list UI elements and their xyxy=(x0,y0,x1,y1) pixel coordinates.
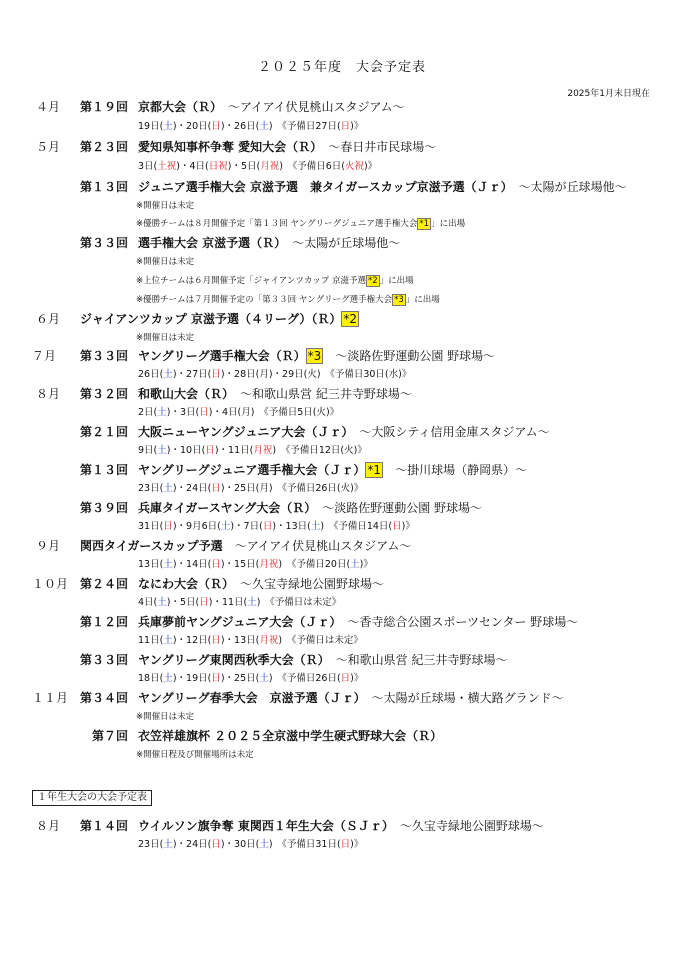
event-name: ヤングリーグジュニア選手権大会（Ｊｒ） *1 ～掛川球場（静岡県）～ xyxy=(138,463,528,477)
month-label: ８月 xyxy=(36,387,61,401)
event-number: 第３２回 xyxy=(80,387,129,401)
month-label: １０月 xyxy=(32,577,69,591)
event-number: 第３９回 xyxy=(80,501,129,515)
reference-mark: *2 xyxy=(343,312,357,326)
event-dates: 4日(土)・5日(日)・11日(土) 《予備日は未定》 xyxy=(138,597,342,608)
reference-mark: *3 xyxy=(307,349,322,363)
reference-mark: *1 xyxy=(419,219,430,229)
event-number: 第３３回 xyxy=(80,653,129,667)
event-number: 第１４回 xyxy=(80,819,129,833)
event-dates: 13日(土)・14日(日)・15日(月祝) 《予備日20日(土)》 xyxy=(138,559,373,570)
event-note: ※開催日程及び開催場所は未定 xyxy=(136,750,254,760)
event-note: ※開催日は未定 xyxy=(136,201,195,211)
event-venue: ～太陽が丘球場・横大路グランド～ xyxy=(371,691,564,705)
event-name: 大阪ニューヤングジュニア大会（Ｊｒ） ～大阪シティ信用金庫スタジアム～ xyxy=(138,425,550,439)
event-number: 第７回 xyxy=(92,729,129,743)
event-note: ※開催日は未定 xyxy=(136,257,195,267)
event-number: 第１２回 xyxy=(80,615,129,629)
month-label: ５月 xyxy=(36,140,61,154)
event-number: 第２４回 xyxy=(80,577,129,591)
reference-mark: *2 xyxy=(367,276,378,286)
reference-mark: *1 xyxy=(367,463,382,477)
event-note: ※上位チームは６月開催予定「ジャイアンツカップ 京滋予選 *2 」に出場 xyxy=(136,276,414,286)
event-dates: 18日(土)・19日(日)・25日(土) 《予備日26日(日)》 xyxy=(138,673,364,684)
event-name: ヤングリーグ東関西秋季大会（Ｒ） ～和歌山県営 紀三井寺野球場～ xyxy=(138,653,508,667)
section-heading-first-year: １年生大会の大会予定表 xyxy=(32,790,152,806)
event-venue: ～太陽が丘球場他～ xyxy=(292,236,401,250)
page-title: ２０２５年度 大会予定表 xyxy=(257,60,426,75)
event-number: 第１９回 xyxy=(80,100,129,114)
month-label: ７月 xyxy=(32,349,57,363)
as-of-date: 2025年1月末日現在 xyxy=(567,89,650,99)
month-label: ６月 xyxy=(36,312,61,326)
event-number: 第３３回 xyxy=(80,236,129,250)
event-note: ※開催日は未定 xyxy=(136,712,195,722)
event-number: 第１３回 xyxy=(80,180,129,194)
event-note: ※開催日は未定 xyxy=(136,333,195,343)
event-number: 第２３回 xyxy=(80,140,129,154)
event-note: ※優勝チームは７月開催予定の「第３３回 ヤングリーグ選手権大会 *3 」に出場 xyxy=(136,295,440,305)
event-name: 和歌山大会（Ｒ） ～和歌山県営 紀三井寺野球場～ xyxy=(138,387,412,401)
event-number: 第２１回 xyxy=(80,425,129,439)
reference-mark: *3 xyxy=(394,295,404,305)
event-name: ジュニア選手権大会 京滋予選 兼タイガースカップ京滋予選（Ｊｒ） ～太陽が丘球場他～ xyxy=(138,180,627,194)
event-venue: ～アイアイ伏見桃山スタジアム～ xyxy=(228,100,405,114)
event-name: ヤングリーグ春季大会 京滋予選（Ｊｒ） ～太陽が丘球場・横大路グランド～ xyxy=(138,691,564,705)
event-dates: 9日(土)・10日(日)・11日(月祝) 《予備日12日(火)》 xyxy=(138,445,367,456)
event-name: 関西タイガースカップ予選 ～アイアイ伏見桃山スタジアム～ xyxy=(80,539,412,553)
event-name: ウイルソン旗争奪 東関西１年生大会（ＳＪｒ） ～久宝寺緑地公園野球場～ xyxy=(138,819,544,833)
event-dates: 23日(土)・24日(日)・30日(土) 《予備日31日(日)》 xyxy=(138,839,364,850)
event-venue: ～太陽が丘球場他～ xyxy=(518,180,627,194)
event-venue: ～和歌山県営 紀三井寺野球場～ xyxy=(240,387,412,401)
event-name: 京都大会（Ｒ） ～アイアイ伏見桃山スタジアム～ xyxy=(138,100,405,114)
month-label: ８月 xyxy=(36,819,61,833)
event-dates: 26日(土)・27日(日)・28日(月)・29日(火) 《予備日30日(水)》 xyxy=(138,369,412,380)
event-number: 第３３回 xyxy=(80,349,129,363)
event-number: 第３４回 xyxy=(80,691,129,705)
event-name: ジャイアンツカップ 京滋予選（４リーグ）（Ｒ） *2 xyxy=(80,312,357,326)
event-name: なにわ大会（Ｒ） ～久宝寺緑地公園野球場～ xyxy=(138,577,385,591)
event-name: 愛知県知事杯争奪 愛知大会（Ｒ） ～春日井市民球場～ xyxy=(138,140,437,154)
month-label: ４月 xyxy=(36,100,61,114)
event-note: ※優勝チームは８月開催予定「第１３回 ヤングリーグジュニア選手権大会 *1 」に出場 xyxy=(136,219,466,229)
event-dates: 23日(土)・24日(日)・25日(月) 《予備日26日(火)》 xyxy=(138,483,364,494)
event-name: ヤングリーグ選手権大会（Ｒ） *3 ～淡路佐野運動公園 野球場～ xyxy=(138,349,496,363)
event-venue: ～掛川球場（静岡県）～ xyxy=(395,463,528,477)
event-number: 第１３回 xyxy=(80,463,129,477)
month-label: １１月 xyxy=(32,691,69,705)
event-dates: 31日(日)・9月6日(土)・7日(日)・13日(土) 《予備日14日(日)》 xyxy=(138,521,415,532)
event-venue: ～久宝寺緑地公園野球場～ xyxy=(240,577,385,591)
event-name: 衣笠祥雄旗杯 ２０２５全京滋中学生硬式野球大会（Ｒ） xyxy=(138,729,443,743)
event-venue: ～大阪シティ信用金庫スタジアム～ xyxy=(359,425,550,439)
event-name: 兵庫夢前ヤングジュニア大会（Ｊｒ） ～香寺総合公園スポーツセンター 野球場～ xyxy=(138,615,579,629)
month-label: ９月 xyxy=(36,539,61,553)
event-dates: 19日(土)・20日(日)・26日(土) 《予備日27日(日)》 xyxy=(138,121,364,132)
event-name: 兵庫タイガースヤング大会（Ｒ） ～淡路佐野運動公園 野球場～ xyxy=(138,501,483,515)
event-venue: ～和歌山県営 紀三井寺野球場～ xyxy=(335,653,508,667)
event-venue: ～淡路佐野運動公園 野球場～ xyxy=(335,349,496,363)
event-venue: ～久宝寺緑地公園野球場～ xyxy=(399,819,544,833)
event-dates: 3日(土祝)・4日(日祝)・5日(月祝) 《予備日6日(火祝)》 xyxy=(138,161,378,172)
event-venue: ～春日井市民球場～ xyxy=(328,140,437,154)
event-venue: ～淡路佐野運動公園 野球場～ xyxy=(322,501,483,515)
event-venue: ～香寺総合公園スポーツセンター 野球場～ xyxy=(347,615,579,629)
event-dates: 11日(土)・12日(日)・13日(月祝) 《予備日は未定》 xyxy=(138,635,363,646)
event-dates: 2日(土)・3日(日)・4日(月) 《予備日5日(火)》 xyxy=(138,407,340,418)
event-name: 選手権大会 京滋予選（Ｒ） ～太陽が丘球場他～ xyxy=(138,236,401,250)
event-venue: ～アイアイ伏見桃山スタジアム～ xyxy=(234,539,412,553)
